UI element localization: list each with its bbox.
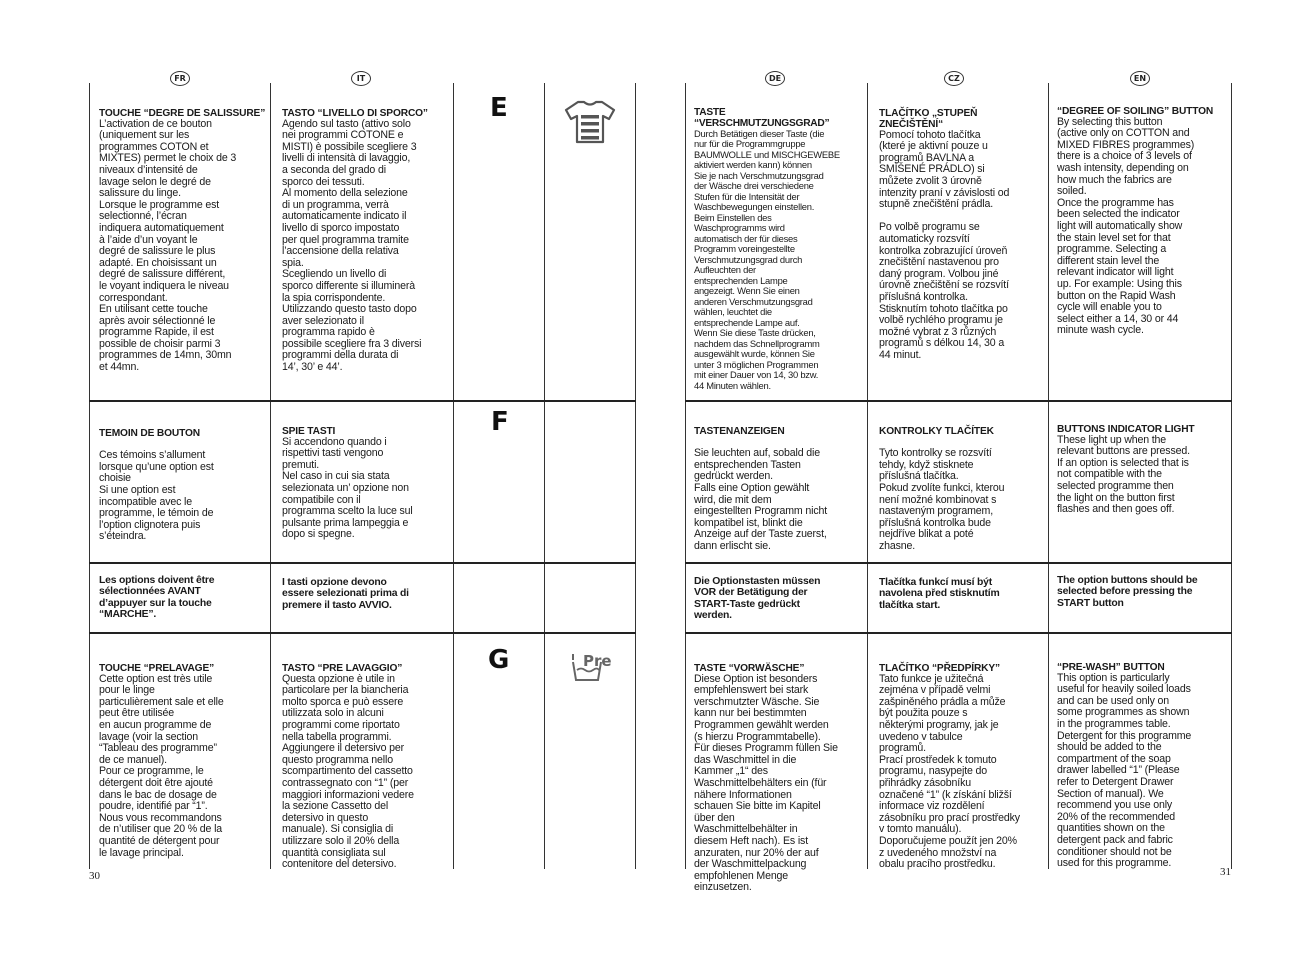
it-section-f (282, 414, 450, 556)
de-note: Die Optionstasten müssen VOR der Betätigung der START-Taste gedrückt werden. (694, 576, 821, 622)
en-g-body: This option is particularly useful for heavily soiled loads and can be used only on some programmes as shown in the programmes table. Detergent for this programme should be added to the compartment of the soap drawer labelled “1” (Please refer to Detergent Drawer Section of manual). We recommend you use only 20% of the recommended quantities shown on the detergent pack and fabric conditioner should not be used for this programme. (1057, 671, 1192, 870)
de-f-body: Sie leuchten auf, sobald die entsprechenden Tasten gedrückt werden. Falls eine Option gewählt wird, die mit dem eingestellten Programm nicht kompatibel ist, blinkt die Anzeige auf der Taste zuerst, dann erlischt sie. (694, 447, 827, 552)
flag-en: EN (1130, 71, 1150, 86)
cz-g-title: TLAČÍTKO “PŘEDPÍRKY” (879, 662, 1000, 674)
de-section-f (694, 414, 864, 556)
flag-it: IT (351, 71, 371, 86)
cz-f-body: Tyto kontrolky se rozsvítí tehdy, když stisknete příslušná tlačítka. Pokud zvolíte funkci, kterou není možné kombinovat s nastaveným programem, příslušná kontrolka bude nejdříve blikat a poté zhasne. (879, 447, 1005, 552)
fr-g-title: TOUCHE “PRELAVAGE” (99, 662, 215, 674)
page-number-left: 30 (89, 870, 100, 882)
cz-g-body: Tato funkce je užitečná zejména v případě velmi zašpiněného prádla a může být použita pouze s některými programy, jak je uvedeno v tabulce programů. Prací prostředek k tomuto programu, nasypejte do přihrádky zásobníku označené “1” (k získání bližší informace viz rozdělení zásobníku pro prací prostředky v tomto manuálu). Doporučujeme použít jen 20% z uvedeného množství na obalu pracího prostředku. (879, 672, 1020, 871)
cz-e-title: TLAČÍTKO „STUPEŇ ZNEČIŠTĚNÍ“ (879, 107, 978, 130)
shirt-stain-icon (562, 98, 618, 146)
fr-note: Les options doivent être sélectionnées AVANT d’appuyer sur la touche “MARCHE”. (99, 575, 215, 621)
fr-section-e (99, 96, 267, 396)
fr-f-body: Ces témoins s’allument lorsque qu’une option est choisie Si une option est incompatible avec le programme, le témoin de l’option clignotera puis s’éteindra. (99, 449, 214, 543)
flag-fr: FR (170, 71, 190, 86)
it-e-title: TASTO “LIVELLO DI SPORCO” (282, 107, 428, 119)
fr-f-title: TEMOIN DE BOUTON (99, 427, 200, 439)
it-g-body: Questa opzione è utile in particolare per la biancheria molto sporca e può essere utilizzata solo in alcuni programmi come riportato nella tabella programmi. Aggiungere il detersivo per questo programma nello scompartimento del cassetto contrassegnato con “1” (per maggiori informazioni vedere la sezione Cassetto del detersivo in questo manuale). Si consiglia di utilizzare solo il 20% della quantità consigliata sul contenitore del detersivo. (282, 672, 414, 871)
cz-e-body: Pomocí tohoto tlačítka (které je aktivní pouze u programů BAVLNA a SMÍŠENÉ PRÁDLO) si můžete zvolit 3 úrovně intenzity praní v závislosti od stupně znečištění prádla. Po volbě programu se automaticky rozsvítí kontrolka zobrazující úroveň znečištění nastavenou pro daný program. Volbou jiné úrovně znečištění se rozsvítí příslušná kontrolka. Stisknutím tohoto tlačítka po volbě rychlého programu je možné vybrat z 3 různých programů s délkou 14, 30 a 44 minut. (879, 128, 1010, 361)
it-f-title: SPIE TASTI (282, 425, 336, 437)
fr-e-title: TOUCHE “DEGRE DE SALISSURE” (99, 107, 266, 119)
prewash-icon-label: Pre (583, 652, 612, 670)
de-e-body: Durch Betätigen dieser Taste (die nur für die Programmgruppe BAUMWOLLE und MISCHGEWEBE aktiviert werden kann) können Sie je nach Verschmutzungsgrad der Wäsche drei verschiedene Stufen für die Intensität der Waschbewegungen einstellen. Beim Einstellen des Waschprogramms wird automatisch der für dieses Programm voreingestellte Verschmutzungsgrad durch Aufleuchten der entsprechenden Lampe angezeigt. Wenn Sie einen anderen Verschmutzungsgrad wählen, leuchtet die entsprechende Lampe auf. Wenn Sie diese Taste drücken, nachdem das Schnellprogramm ausgewählt wurde, können Sie unter 3 möglichen Programmen mit einer Dauer von 14, 30 bzw. 44 Minuten wählen. (694, 127, 840, 391)
it-note: I tasti opzione devono essere selezionati prima di premere il tasto AVVIO. (282, 577, 409, 611)
cz-note: Tlačítka funkcí musí být navolena před stisknutím tlačítka start. (879, 577, 1000, 611)
en-e-title: “DEGREE OF SOILING” BUTTON (1057, 105, 1214, 117)
it-e-body: Agendo sul tasto (attivo solo nei programmi COTONE e MISTI) è possibile scegliere 3 livelli di intensità di lavaggio, a seconda del grado di sporco dei tessuti. Al momento della selezione di un programma, verrà automaticamente indicato il livello di sporco impostato per quel programma tramite l’accensione della relativa spia. Scegliendo un livello di sporco differente si illuminerà la spia corrispondente. Utilizzando questo tasto dopo aver selezionato il programma rapido è possibile scegliere fra 3 diversi programmi della durata di 14’, 30’ e 44’. (282, 117, 422, 374)
de-section-e (694, 96, 864, 396)
en-section-e (1057, 94, 1229, 394)
it-g-title: TASTO “PRE LAVAGGIO” (282, 662, 403, 674)
cz-section-f (879, 414, 1045, 556)
en-section-g (1057, 650, 1229, 870)
section-letter-g: G (488, 645, 510, 675)
page-number-right: 31 (1220, 866, 1231, 878)
section-letter-f: F (491, 407, 509, 437)
de-f-title: TASTENANZEIGEN (694, 425, 785, 437)
cz-section-e (879, 96, 1045, 396)
prewash-icon (570, 650, 618, 686)
it-section-g (282, 651, 450, 871)
fr-e-body: L’activation de ce bouton (uniquement sur les programmes COTON et MIXTES) permet le choix de 3 niveaux d’intensité de lavage selon le degré de salissure du linge. Lorsque le programme est selectionné, l’écran indiquera automatiquement à l’aide d’un voyant le degré de salissure le plus adapté. En choisissant un degré de salissure différent, le voyant indiquera le niveau correspondant. En utilisant cette touche après avoir sélectionné le programme Rapide, il est possible de choisir parmi 3 programmes de 14mn, 30mn et 44mn. (99, 117, 237, 374)
en-e-body: By selecting this button (active only on COTTON and MIXED FIBRES programmes) there is a choice of 3 levels of wash intensity, depending on how much the fabrics are soiled. Once the programme has been selected the indicator light will automatically show the stain level set for that programme. Selecting a different stain level the relevant indicator will light up. For example: Using this button on the Rapid Wash cycle will enable you to select either a 14, 30 or 44 minute wash cycle. (1057, 115, 1195, 337)
de-g-body: Diese Option ist besonders empfehlenswert bei stark verschmutzter Wäsche. Sie kann nur bei bestimmten Programmen gewählt werden (s hierzu Programmtabelle). Für dieses Programm füllen Sie das Waschmittel in die Kammer „1“ des Waschmittelbehälters ein (für nähere Informationen schauen Sie bitte im Kapitel über den Waschmittelbehälter in diesem Heft nach). Es ist anzuraten, nur 20% der auf der Waschmittelpackung empfohlenen Menge einzusetzen. (694, 672, 838, 894)
it-section-e (282, 96, 450, 396)
de-e-title: TASTE “VERSCHMUTZUNGSGRAD” (694, 106, 830, 129)
en-note: The option buttons should be selected before pressing the START button (1057, 575, 1198, 609)
en-g-title: “PRE-WASH” BUTTON (1057, 661, 1165, 673)
cz-section-g (879, 651, 1045, 871)
cz-f-title: KONTROLKY TLAČÍTEK (879, 425, 994, 437)
flag-cz: CZ (944, 71, 964, 86)
it-f-body: Si accendono quando i rispettivi tasti vengono premuti. Nel caso in cui sia stata selezionata un’ opzione non compatibile con il programma scelto la luce sul pulsante prima lampeggia e dopo si spegne. (282, 435, 413, 541)
section-letter-e: E (490, 93, 508, 123)
de-g-title: TASTE “VORWÄSCHE” (694, 662, 805, 674)
flag-de: DE (765, 71, 785, 86)
de-section-g (694, 651, 864, 894)
en-f-body: These light up when the relevant buttons are pressed. If an option is selected that is not compatible with the selected programme then the light on the button first flashes and then goes off. (1057, 433, 1190, 516)
en-section-f (1057, 412, 1229, 556)
fr-g-body: Cette option est très utile pour le linge particulièrement sale et elle peut être utilisée en aucun programme de lavage (voir la section “Tableau des programme” de ce manuel). Pour ce programme, le détergent doit être ajouté dans le bac de dosage de poudre, identifié par “1”. Nous vous recommandons de n’utiliser que 20 % de la quantité de détergent pour le lavage principal. (99, 672, 224, 859)
en-f-title: BUTTONS INDICATOR LIGHT (1057, 423, 1195, 435)
fr-section-f (99, 416, 267, 556)
fr-section-g (99, 651, 267, 865)
